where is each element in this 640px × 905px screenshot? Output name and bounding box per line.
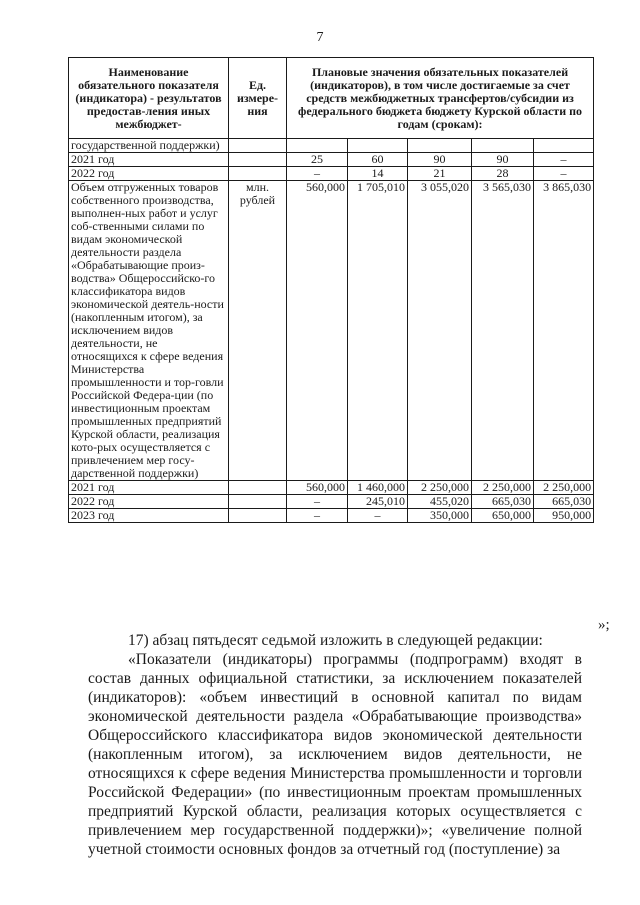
closing-quote: »; bbox=[598, 617, 610, 633]
cell-value: 14 bbox=[348, 167, 408, 181]
header-unit: Ед. измере-ния bbox=[229, 58, 287, 139]
page-number: 7 bbox=[316, 30, 324, 45]
table-row bbox=[69, 167, 594, 181]
cell-value: 665,030 bbox=[534, 495, 594, 509]
cell-value: 455,020 bbox=[408, 495, 472, 509]
cell-value: – bbox=[287, 509, 348, 523]
cell-value: 25 bbox=[287, 153, 348, 167]
paragraph-amendment: 17) абзац пятьдесят седьмой изложить в следующей редакции: bbox=[128, 632, 543, 649]
table-row bbox=[69, 481, 594, 495]
cell-value: – bbox=[287, 167, 348, 181]
indicator-unit: млн. рублей bbox=[229, 181, 287, 481]
cell-value: 2 250,000 bbox=[408, 481, 472, 495]
table-row bbox=[69, 495, 594, 509]
cell-value: 3 865,030 bbox=[534, 181, 594, 481]
cell-value: – bbox=[534, 153, 594, 167]
cell-value: 3 055,020 bbox=[408, 181, 472, 481]
cell-value: 1 460,000 bbox=[348, 481, 408, 495]
row-label: государственной поддержки) bbox=[69, 139, 229, 153]
cell-value: 2 250,000 bbox=[472, 481, 534, 495]
header-values: Плановые значения обязательных показателей (индикаторов), в том числе достигаемые за счет средств межбюджетных трансфертов/субсидии из федерального бюджета бюджету Курской области по годам (срокам): bbox=[287, 58, 594, 139]
row-label: 2023 год bbox=[69, 509, 229, 523]
cell-value: 350,000 bbox=[408, 509, 472, 523]
cell-value: 60 bbox=[348, 153, 408, 167]
cell-value: 560,000 bbox=[287, 481, 348, 495]
cell-value: – bbox=[348, 509, 408, 523]
cell-value: – bbox=[287, 495, 348, 509]
row-label: 2022 год bbox=[69, 495, 229, 509]
cell-value: 245,010 bbox=[348, 495, 408, 509]
table-row bbox=[69, 139, 594, 153]
row-label: 2021 год bbox=[69, 481, 229, 495]
indicators-table bbox=[68, 57, 594, 523]
cell-value: 2 250,000 bbox=[534, 481, 594, 495]
cell-value: – bbox=[534, 167, 594, 181]
indicator-name: Объем отгруженных товаров собственного производства, выполнен-ных работ и услуг соб-ственными силами по видам экономической деятельности раздела «Обрабатывающие произ-водства» Общероссийско-го классификатора видов экономической деятель-ности (накопленным итогом), за исключением видов деятельности, не относящихся к сфере ведения Министерства промышленности и тор-говли Российской Федера-ции (по инвестиционным проектам промышленных предприятий Курской области, реализация кото-рых осуществляется с привлечением мер госу-дарственной поддержки) bbox=[69, 181, 229, 481]
cell-value: 21 bbox=[408, 167, 472, 181]
body-text bbox=[88, 631, 582, 859]
cell-value: 1 705,010 bbox=[348, 181, 408, 481]
table-row bbox=[69, 509, 594, 523]
cell-value: 90 bbox=[472, 153, 534, 167]
table-row bbox=[69, 153, 594, 167]
cell-value: 650,000 bbox=[472, 509, 534, 523]
row-label: 2022 год bbox=[69, 167, 229, 181]
header-name: Наименование обязательного показателя (индикатора) - результатов предостав-ления иных межбюджет- bbox=[69, 58, 229, 139]
cell-value: 28 bbox=[472, 167, 534, 181]
cell-value: 90 bbox=[408, 153, 472, 167]
paragraph-quoted: «Показатели (индикаторы) программы (подпрограмм) входят в состав данных официальной статистики, за исключением показателей (индикаторов): «объем инвестиций в основной капитал по видам экономической деятельности раздела «Обрабатывающие производства» Общероссийского классификатора видов экономической деятельности (накопленным итогом), за исключением видов деятельности, не относящихся к сфере ведения Министерства промышленности и торговли Российской Федерации» (по инвестиционным проектам промышленных предприятий Курской области, реализация которых осуществляется с привлечением мер государственной поддержки)»; «увеличение полной учетной стоимости основных фондов за отчетный год (поступление) за bbox=[88, 651, 582, 858]
row-label: 2021 год bbox=[69, 153, 229, 167]
cell-value: 3 565,030 bbox=[472, 181, 534, 481]
cell-value: 950,000 bbox=[534, 509, 594, 523]
cell-value: 560,000 bbox=[287, 181, 348, 481]
cell-value: 665,030 bbox=[472, 495, 534, 509]
table-row bbox=[69, 181, 594, 481]
